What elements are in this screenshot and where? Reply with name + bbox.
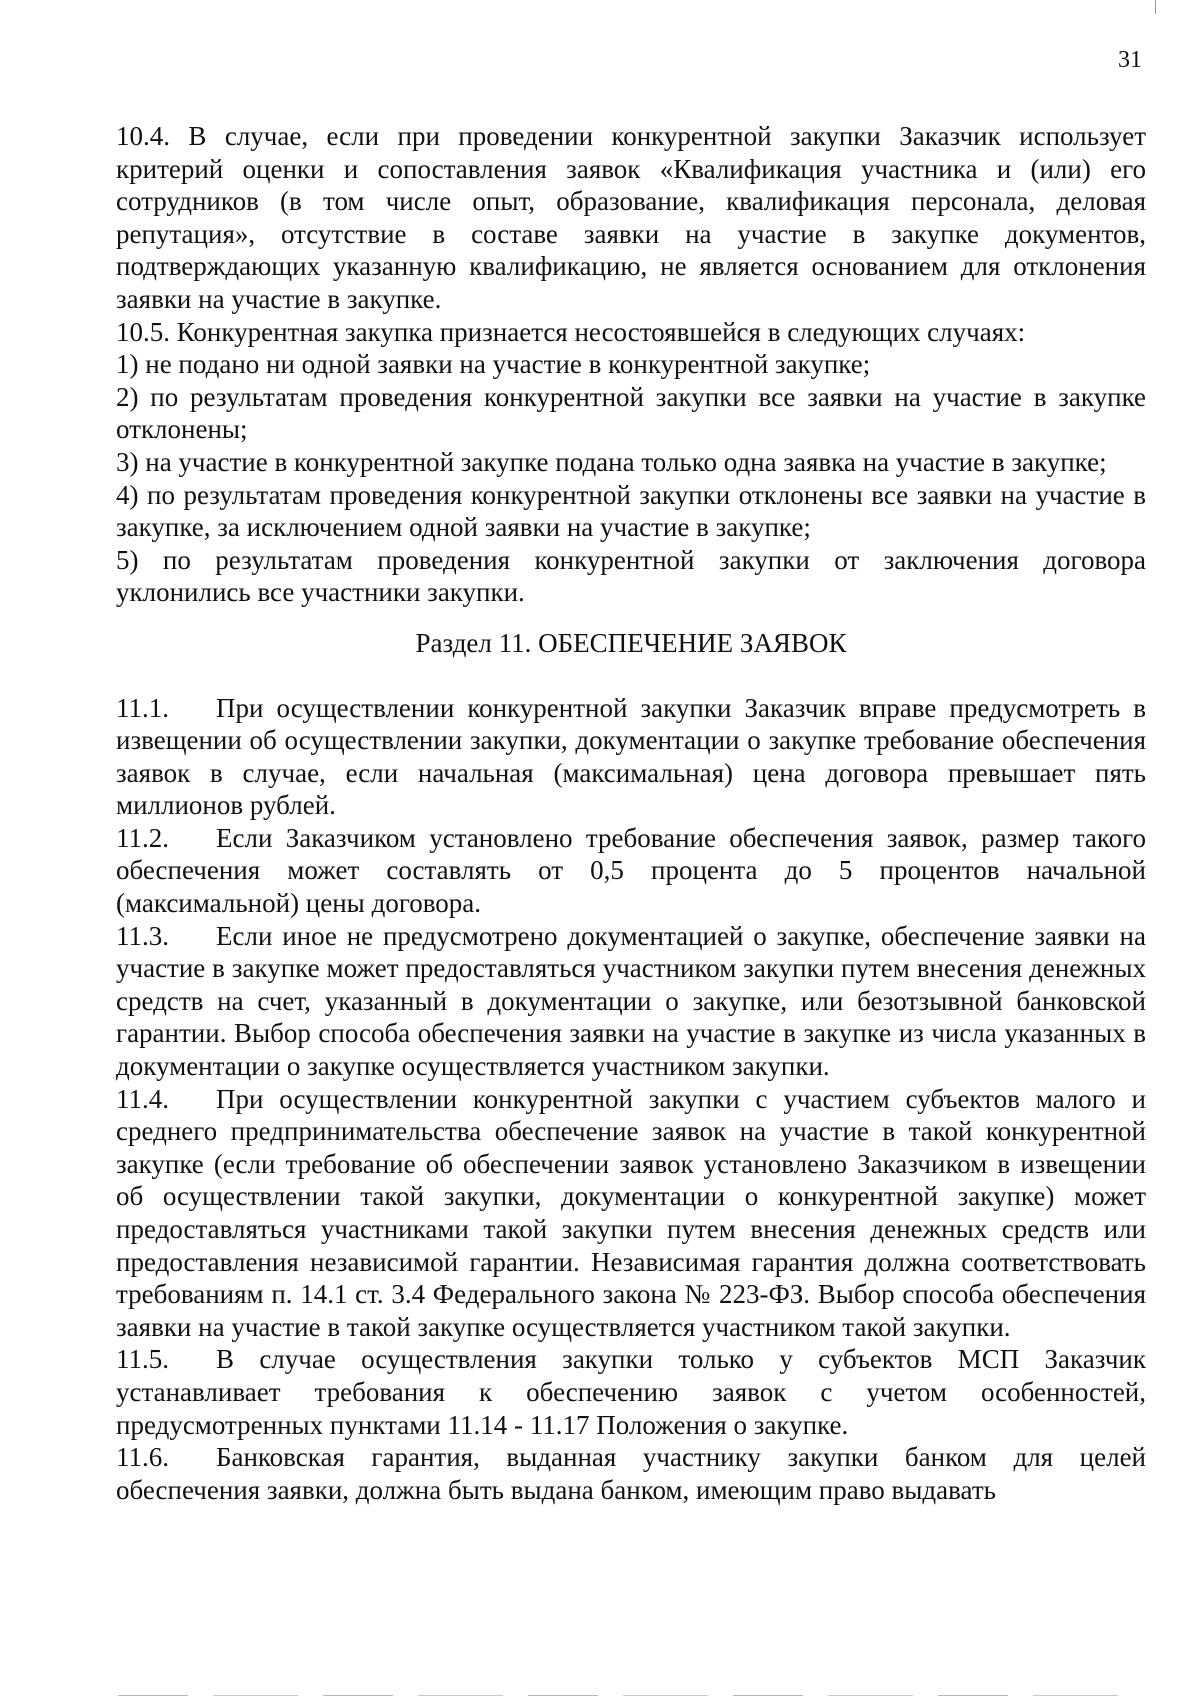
list-item-10-5-3: 3) на участие в конкурентной закупке подана только одна заявка на участие в закупке; bbox=[116, 446, 1107, 477]
paragraph-11-3 bbox=[116, 920, 1146, 1083]
paragraph-number: 11.4. bbox=[116, 1083, 169, 1114]
paragraph-11-4 bbox=[116, 1083, 1146, 1344]
paragraph-11-1 bbox=[116, 692, 1146, 822]
paragraph-number: 11.6. bbox=[116, 1442, 169, 1473]
paragraph-text: Если Заказчиком установлено требование обеспечения заявок, размер такого обеспечения может составлять от 0,5 процента до 5 процентов начальной (максимальной) цены договора. bbox=[116, 822, 1146, 919]
scan-edge-mark bbox=[1155, 0, 1156, 14]
page-number: 31 bbox=[1118, 47, 1142, 73]
paragraph-text: При осуществлении конкурентной закупки Заказчик вправе предусмотреть в извещении об осуществлении закупки, документации о закупке требование обеспечения заявок в случае, если начальная (максимальная) цена договора превышает пять миллионов рублей. bbox=[116, 692, 1146, 821]
paragraph-11-5 bbox=[116, 1343, 1146, 1441]
paragraph-10-4: 10.4. В случае, если при проведении конкурентной закупки Заказчик использует критерий оценки и сопоставления заявок «Квалификация участника и (или) его сотрудников (в том числе опыт, образование, квалификация персонала, деловая репутация», отсутствие в составе заявки на участие в закупке документов, подтверждающих указанную квалификацию, не является основанием для отклонения заявки на участие в закупке. bbox=[116, 121, 1146, 314]
paragraph-text: Банковская гарантия, выданная участнику закупки банком для целей обеспечения заявки, должна быть выдана банком, имеющим право выдавать bbox=[116, 1442, 1146, 1505]
paragraph-text: В случае осуществления закупки только у субъектов МСП Заказчик устанавливает требования к обеспечению заявок с учетом особенностей, предусмотренных пунктами 11.14 - 11.17 Положения о закупке. bbox=[116, 1344, 1146, 1440]
paragraph-number: 11.2. bbox=[116, 822, 169, 853]
paragraph-text: При осуществлении конкурентной закупки с участием субъектов малого и среднего предпринимательства обеспечение заявок на участие в такой конкурентной закупке (если требование об обеспечении заявок установлено Заказчиком в извещении об осуществлении такой закупки, документации о конкурентной закупке) может предоставляться участниками такой закупки путем внесения денежных средств или предоставления независимой гарантии. Независимая гарантия должна соответствовать требованиям п. 14.1 ст. 3.4 Федерального закона № 223-ФЗ. Выбор способа обеспечения заявки на участие в такой закупке осуществляется участником такой закупки. bbox=[116, 1083, 1146, 1342]
paragraph-11-2 bbox=[116, 822, 1146, 920]
paragraph-number: 11.1. bbox=[116, 692, 169, 723]
paragraph-number: 11.5. bbox=[116, 1344, 169, 1375]
section-heading: Раздел 11. ОБЕСПЕЧЕНИЕ ЗАЯВОК bbox=[415, 627, 847, 658]
paragraph-text: Если иное не предусмотрено документацией о закупке, обеспечение заявки на участие в закупке может предоставляться участником закупки путем внесения денежных средств на счет, указанный в документации о закупке, или безотзывной банковской гарантии. Выбор способа обеспечения заявки на участие в закупке из числа указанных в документации о закупке осуществляется участником закупки. bbox=[116, 920, 1146, 1082]
paragraph-10-5: 10.5. Конкурентная закупка признается несостоявшейся в следующих случаях: bbox=[116, 316, 1026, 347]
list-item-10-5-5: 5) по результатам проведения конкурентной закупки от заключения договора уклонились все участники закупки. bbox=[116, 544, 1146, 608]
list-item-10-5-2: 2) по результатам проведения конкурентной закупки все заявки на участие в закупке отклонены; bbox=[116, 381, 1146, 445]
list-item-10-5-1: 1) не подано ни одной заявки на участие в конкурентной закупке; bbox=[116, 349, 871, 380]
paragraph-11-6 bbox=[116, 1441, 1146, 1506]
list-item-10-5-4: 4) по результатам проведения конкурентной закупки отклонены все заявки на участие в закупке, за исключением одной заявки на участие в закупке; bbox=[116, 479, 1146, 543]
document-body bbox=[116, 120, 1146, 1506]
paragraph-number: 11.3. bbox=[116, 920, 169, 951]
scan-bottom-edge bbox=[118, 1695, 1140, 1696]
